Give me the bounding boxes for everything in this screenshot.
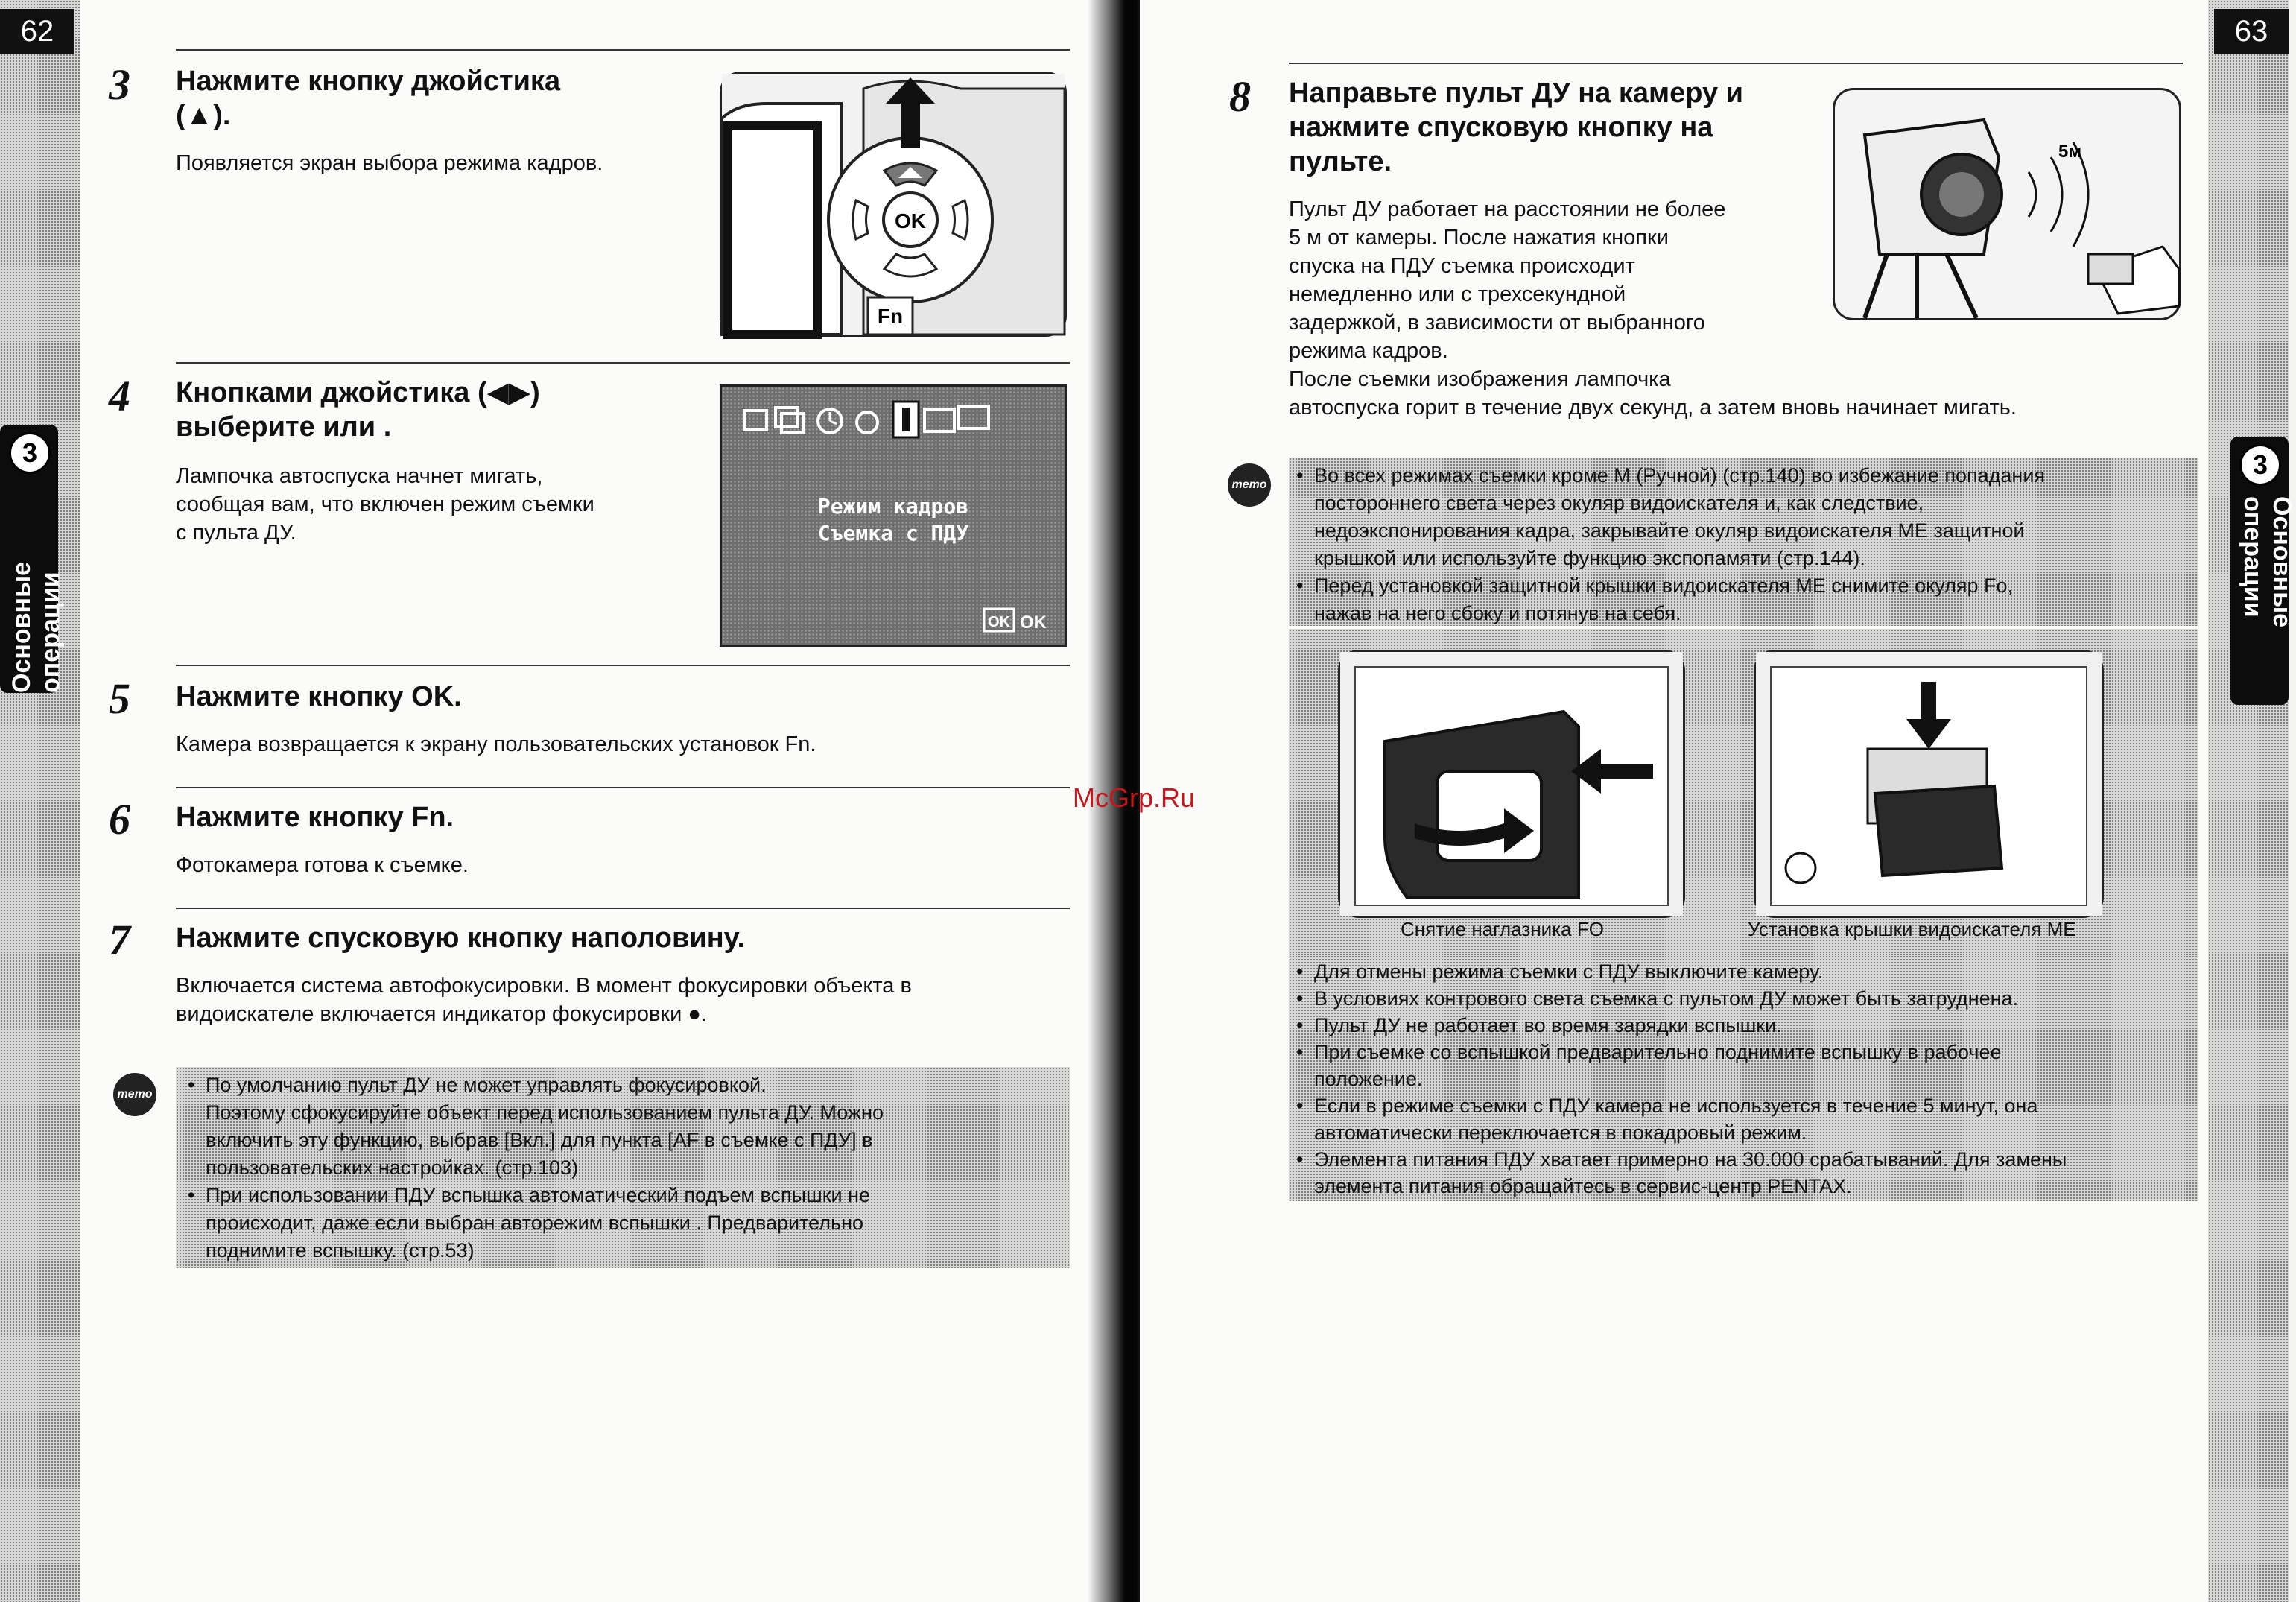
remote-illustration	[1835, 90, 2179, 318]
memo-item: • При съемке со вспышкой предварительно поднимите вспышку в рабочее положение.	[1292, 1039, 2193, 1092]
step-title	[176, 921, 745, 955]
step-body	[176, 149, 603, 177]
viewfinder-cap	[1875, 786, 2002, 876]
step-number: 8	[1229, 72, 1251, 121]
title-line: Направьте пульт ДУ на камеру и	[1289, 77, 1744, 109]
title-line: Нажмите кнопку джойстика	[176, 66, 561, 97]
step-number: 7	[109, 916, 130, 964]
step-number: 4	[109, 372, 130, 420]
divider	[176, 908, 1070, 909]
right-page	[1140, 0, 2296, 1602]
remote-control	[2088, 254, 2133, 284]
lcd-line-2: Съемка с ПДУ	[817, 521, 969, 545]
chapter-tab-left	[0, 425, 65, 693]
body-line: режима кадров.	[1289, 339, 1448, 363]
body-line: спуска на ПДУ съемка происходит	[1289, 254, 1635, 278]
memo-item: • Пульт ДУ не работает во время зарядки вспышки.	[1292, 1012, 2193, 1039]
memo-list	[183, 1071, 1062, 1264]
distance-label: 5м	[2058, 142, 2082, 162]
body-line: 5 м от камеры. После нажатия кнопки	[1289, 226, 1669, 250]
step-number: 5	[109, 674, 130, 723]
step-body	[176, 972, 912, 1028]
body-line: автоспуска горит в течение двух секунд, а затем вновь начинает мигать.	[1289, 396, 2017, 420]
memo-item: • По умолчанию пульт ДУ не может управлять фокусировкой. Поэтому сфокусируйте объект перед использованием пульта ДУ. Можно включить эту функцию, выбрав [Вкл.] для пункта [AF в съемке с ПДУ] в пользовательских настройках. (стр.103)	[183, 1071, 1062, 1182]
title-line: Нажмите кнопку Fn.	[176, 802, 454, 833]
body-line: сообщая вам, что включен режим съемки	[176, 493, 594, 516]
chapter-tab-right	[2230, 437, 2296, 705]
title-line: нажмите спусковую кнопку на	[1289, 112, 1713, 143]
body-line: Фотокамера готова к съемке.	[176, 853, 469, 877]
page-number-right: 63	[2214, 9, 2289, 54]
title-line: выберите или .	[176, 411, 392, 443]
body-line: видоискателе включается индикатор фокусировки ●.	[176, 1002, 707, 1026]
memo-box-left	[176, 1067, 1070, 1268]
page-number-left: 62	[0, 9, 74, 54]
step-number: 3	[109, 60, 130, 109]
lcd-ok-key: OK	[988, 614, 1010, 630]
eyecup-removal-figure	[1338, 650, 1685, 918]
step-title	[176, 64, 560, 133]
cap-installation-figure	[1754, 650, 2104, 918]
drive-mode-screen	[722, 387, 1065, 645]
memo-item: • При использовании ПДУ вспышка автоматический подъем вспышки не происходит, даже если выбран авторежим вспышки . Предварительно поднимите вспышку. (стр.53)	[183, 1182, 1062, 1264]
memo-item: • Для отмены режима съемки с ПДУ выключите камеру.	[1292, 958, 2193, 985]
divider	[176, 49, 1070, 51]
left-margin-strip	[0, 0, 80, 1602]
step-title	[176, 376, 540, 444]
chapter-number: 3	[2239, 444, 2281, 486]
body-line: После съемки изображения лампочка	[1289, 367, 1671, 391]
memo-item: • Элемента питания ПДУ хватает примерно на 30.000 срабатываний. Для замены элемента питания обращайтесь в сервис-центр PENTAX.	[1292, 1146, 2193, 1200]
cap-installation-illustration	[1756, 652, 2102, 916]
body-line: Лампочка автоспуска начнет мигать,	[176, 464, 543, 488]
divider	[176, 665, 1070, 666]
memo-list	[1292, 462, 2193, 627]
chapter-label: Основные операции	[7, 561, 65, 693]
left-page	[0, 0, 1110, 1602]
eyecup-removal-illustration	[1340, 652, 1683, 916]
right-margin-strip	[2208, 0, 2289, 1602]
memo-icon: memo	[113, 1073, 156, 1116]
watermark: McGrp.Ru	[1073, 782, 1196, 813]
memo-item: • Если в режиме съемки с ПДУ камера не используется в течение 5 минут, она автоматически переключается в покадровый режим.	[1292, 1092, 2193, 1146]
step-title	[176, 800, 454, 835]
body-line: Пульт ДУ работает на расстоянии не более	[1289, 197, 1726, 221]
title-line: Кнопками джойстика (◀▶)	[176, 377, 540, 408]
body-line: немедленно или с трехсекундной	[1289, 282, 1626, 306]
title-line: пульте.	[1289, 146, 1392, 177]
step-number: 6	[109, 795, 130, 843]
step-title	[176, 680, 462, 714]
chapter-number: 3	[9, 432, 51, 474]
chapter-label: Основные операции	[2239, 496, 2296, 628]
lcd-ok-label: OK	[1020, 612, 1047, 633]
figure-caption: Снятие наглазника FO	[1401, 918, 1604, 940]
memo-item: • В условиях контрового света съемка с пультом ДУ может быть затруднена.	[1292, 985, 2193, 1012]
joystick-figure	[720, 72, 1067, 337]
remote-figure	[1833, 88, 2181, 320]
divider	[176, 787, 1070, 788]
step-body	[176, 730, 816, 759]
body-line: Включается система автофокусировки. В момент фокусировки объекта в	[176, 974, 912, 998]
lcd-screen-figure	[720, 384, 1067, 647]
body-line: с пульта ДУ.	[176, 521, 296, 545]
ok-label: OK	[895, 209, 926, 232]
title-line: Нажмите кнопку OK.	[176, 681, 462, 712]
body-line: Появляется экран выбора режима кадров.	[176, 151, 603, 175]
step-title	[1289, 76, 1743, 179]
step-body	[176, 462, 594, 547]
joystick-illustration	[722, 74, 1065, 335]
body-line: Камера возвращается к экрану пользовательских установок Fn.	[176, 732, 816, 756]
title-line: Нажмите спусковую кнопку наполовину.	[176, 922, 746, 954]
memo-box-right-bottom	[1289, 955, 2198, 1201]
fn-label: Fn	[877, 305, 904, 328]
memo-item: • Во всех режимах съемки кроме M (Ручной) (стр.140) во избежание попадания постороннего света через окуляр видоискателя и, как следствие, недоэкспонирования кадра, закрывайте окуляр видоискателя ME защитной крышкой или используйте функцию экспопамяти (стр.144).	[1292, 462, 2193, 572]
memo-icon: memo	[1228, 463, 1271, 507]
memo-list	[1292, 958, 2193, 1200]
step-body	[176, 851, 469, 879]
divider	[176, 362, 1070, 364]
figure-caption: Установка крышки видоискателя ME	[1748, 918, 2076, 940]
body-line: задержкой, в зависимости от выбранного	[1289, 311, 1705, 335]
divider	[1289, 63, 2183, 64]
memo-item: • Перед установкой защитной крышки видоискателя ME снимите окуляр Fo, нажав на него сбоку и потянув на себя.	[1292, 572, 2193, 627]
title-line: (▲).	[176, 100, 231, 131]
memo-box-right-top	[1289, 458, 2198, 626]
lcd-line-1: Режим кадров	[817, 494, 969, 519]
